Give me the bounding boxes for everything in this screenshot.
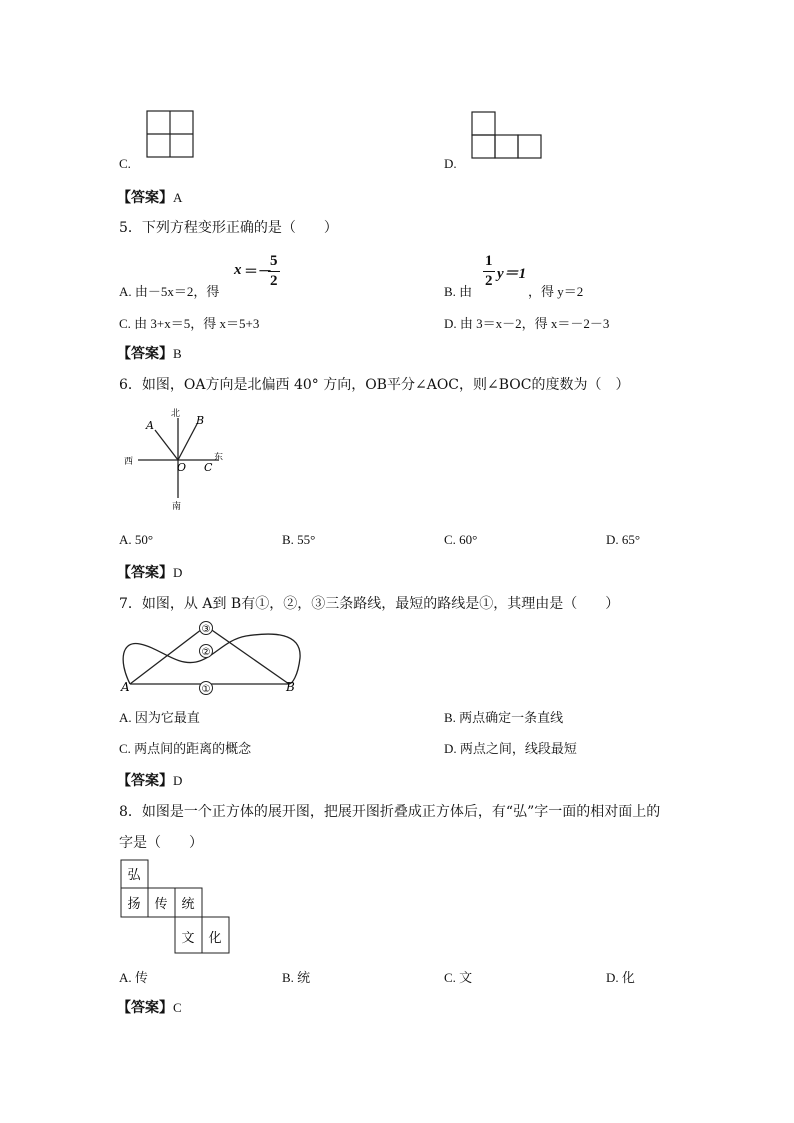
answer-value: B [173,346,182,361]
answer-prefix: 【答案】 [117,1000,173,1016]
net-cell-hua: 化 [208,931,222,946]
q8-answer [117,997,182,1017]
q8-option-c: C. 文 [444,970,473,985]
formula-var: x [234,262,242,278]
formula-numerator: 5 [270,253,278,269]
q7-option-b: B. 两点确定一条直线 [444,710,564,725]
answer-prefix: 【答案】 [117,773,173,789]
answer-value: C [173,1000,182,1015]
label-o: O [177,461,187,474]
label-south: 南 [172,502,182,512]
net-cell-chuan: 传 [154,897,168,912]
label-west: 西 [124,457,134,467]
q5-option-c: C. 由 3+x＝5，得 x＝5+3 [119,316,260,331]
q7-option-c: C. 两点间的距离的概念 [119,741,252,756]
answer-value: D [173,565,183,580]
q5-option-a: A. 由－5x＝2，得 [119,284,220,299]
answer-prefix: 【答案】 [117,346,173,362]
route-2-label: ② [201,647,211,658]
q5-option-b-label: B. 由 [444,284,473,299]
net-cell-hong: 弘 [127,868,141,883]
answer-prefix: 【答案】 [117,565,173,581]
formula-eq: ＝－ [244,265,272,280]
formula-numerator: 1 [485,253,493,269]
q6-stem: 6．如图，OA方向是北偏西 40° 方向，OB平分∠AOC，则∠BOC的度数为（ ） [119,377,630,393]
formula-denominator: 2 [485,273,493,289]
q4-option-d-label: D. [444,156,457,171]
q5-option-d: D. 由 3＝x－2，得 x＝－2－3 [444,316,610,331]
route-3-label: ③ [201,624,211,635]
label-b: B [286,680,295,694]
q8-stem-line2: 字是（ ） [119,835,203,851]
label-a: A [146,419,154,432]
q8-option-b: B. 统 [282,970,311,985]
net-cell-tong: 统 [181,897,195,912]
q7-stem: 7．如图，从 A到 B有①，②，③三条路线，最短的路线是①，其理由是（ ） [119,596,620,612]
label-b: B [196,414,205,427]
formula-denominator: 2 [270,273,278,289]
q7-option-d: D. 两点之间，线段最短 [444,741,577,756]
answer-prefix: 【答案】 [117,190,173,206]
q8-option-a: A. 传 [119,970,148,985]
label-north: 北 [171,409,181,419]
formula-rest: y＝1 [497,266,527,282]
answer-value: D [173,773,183,788]
q8-stem-line1: 8．如图是一个正方体的展开图，把展开图折叠成正方体后，有“弘”字一面的相对面上的 [119,804,661,820]
q5-stem: 5．下列方程变形正确的是（ ） [119,220,338,236]
net-cell-wen: 文 [181,931,195,946]
q5-option-b-suffix: ，得 y＝2 [528,284,584,299]
q4-option-c-label: C. [119,156,131,171]
q8-option-d: D. 化 [606,970,635,985]
route-1-label: ① [201,684,211,695]
q6-option-d: D. 65° [606,532,641,547]
q6-option-b: B. 55° [282,532,316,547]
answer-value: A [173,190,183,205]
net-cell-yang: 扬 [127,897,141,912]
label-c: C [204,461,213,474]
q6-option-c: C. 60° [444,532,478,547]
label-east: 东 [214,453,224,463]
q6-option-a: A. 50° [119,532,154,547]
q7-option-a: A. 因为它最直 [119,710,200,725]
label-a: A [121,680,130,694]
